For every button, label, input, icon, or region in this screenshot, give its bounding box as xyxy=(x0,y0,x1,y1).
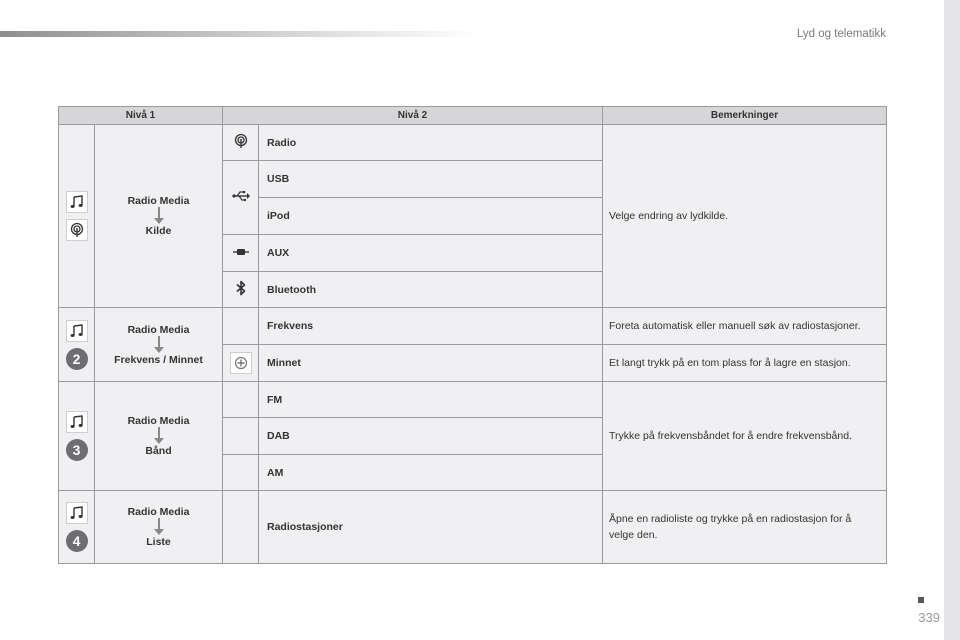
group-2-level1 xyxy=(95,308,223,382)
empty-icon-cell xyxy=(223,382,259,418)
level1-top-label: Radio Media xyxy=(127,415,190,427)
group-3-level1 xyxy=(95,382,223,491)
level2-label: Bluetooth xyxy=(259,272,603,308)
level1-top-label: Radio Media xyxy=(127,506,190,518)
group-4-icons xyxy=(59,491,95,564)
table-row xyxy=(59,382,887,418)
note-cell: Trykke på frekvensbåndet for å endre frekvensbånd. xyxy=(603,382,887,491)
note-cell: Foreta automatisk eller manuell søk av radiostasjoner. xyxy=(603,308,887,345)
arrow-down-icon xyxy=(154,427,164,445)
table-header-row xyxy=(59,107,887,125)
level2-label: Frekvens xyxy=(259,308,603,345)
menu-table xyxy=(58,106,887,564)
empty-icon-cell xyxy=(223,308,259,345)
level1-bottom-label: Liste xyxy=(146,536,171,548)
aux-icon-cell xyxy=(223,235,259,272)
bluetooth-icon xyxy=(235,280,247,296)
level2-label: USB xyxy=(259,161,603,198)
group-2-icons xyxy=(59,308,95,382)
col-header-notes: Bemerkninger xyxy=(603,107,887,125)
level2-label: Radio xyxy=(259,125,603,161)
footer-square-mark xyxy=(918,597,924,603)
table-row xyxy=(59,125,887,161)
header-gradient-bar xyxy=(0,31,480,37)
memory-icon xyxy=(230,352,252,374)
step-number-badge: 2 xyxy=(66,348,88,370)
col-header-level2: Nivå 2 xyxy=(223,107,603,125)
empty-icon-cell xyxy=(223,418,259,455)
page-header-title: Lyd og telematikk xyxy=(796,28,886,40)
level2-label: Radiostasjoner xyxy=(259,491,603,564)
arrow-down-icon xyxy=(154,336,164,354)
note-cell: Et langt trykk på en tom plass for å lagre en stasjon. xyxy=(603,345,887,382)
page-number: 339 xyxy=(918,610,940,625)
level2-label: iPod xyxy=(259,198,603,235)
step-number-badge: 4 xyxy=(66,530,88,552)
empty-icon-cell xyxy=(223,455,259,491)
group-4-level1 xyxy=(95,491,223,564)
aux-icon xyxy=(232,247,250,257)
level2-label: FM xyxy=(259,382,603,418)
col-header-level1: Nivå 1 xyxy=(59,107,223,125)
radio-icon xyxy=(66,219,88,241)
usb-icon xyxy=(232,190,250,202)
group-1-icons xyxy=(59,125,95,308)
note-cell: Velge endring av lydkilde. xyxy=(603,125,887,308)
step-number-badge: 3 xyxy=(66,439,88,461)
level1-top-label: Radio Media xyxy=(127,323,190,336)
group-3-icons xyxy=(59,382,95,491)
table-row xyxy=(59,308,887,345)
arrow-down-icon xyxy=(154,207,164,225)
level1-bottom-label: Bånd xyxy=(145,445,172,457)
table-row xyxy=(59,491,887,564)
empty-icon-cell xyxy=(223,491,259,564)
music-note-icon xyxy=(66,191,88,213)
level1-top-label: Radio Media xyxy=(127,195,190,207)
side-strip xyxy=(944,0,960,640)
usb-icon-cell xyxy=(223,161,259,235)
note-cell: Åpne en radioliste og trykke på en radiostasjon for å velge den. xyxy=(603,491,887,564)
level2-label: AUX xyxy=(259,235,603,272)
level1-bottom-label: Kilde xyxy=(145,225,172,237)
music-note-icon xyxy=(66,411,88,433)
level2-label: DAB xyxy=(259,418,603,455)
level1-bottom-label: Frekvens / Minnet xyxy=(114,353,203,366)
group-1-level1 xyxy=(95,125,223,308)
memory-icon-cell xyxy=(223,345,259,382)
radio-icon xyxy=(233,133,249,149)
music-note-icon xyxy=(66,320,88,342)
music-note-icon xyxy=(66,502,88,524)
arrow-down-icon xyxy=(154,518,164,536)
bluetooth-icon-cell xyxy=(223,272,259,308)
level2-label: AM xyxy=(259,455,603,491)
level2-label: Minnet xyxy=(259,345,603,382)
radio-icon-cell xyxy=(223,125,259,161)
